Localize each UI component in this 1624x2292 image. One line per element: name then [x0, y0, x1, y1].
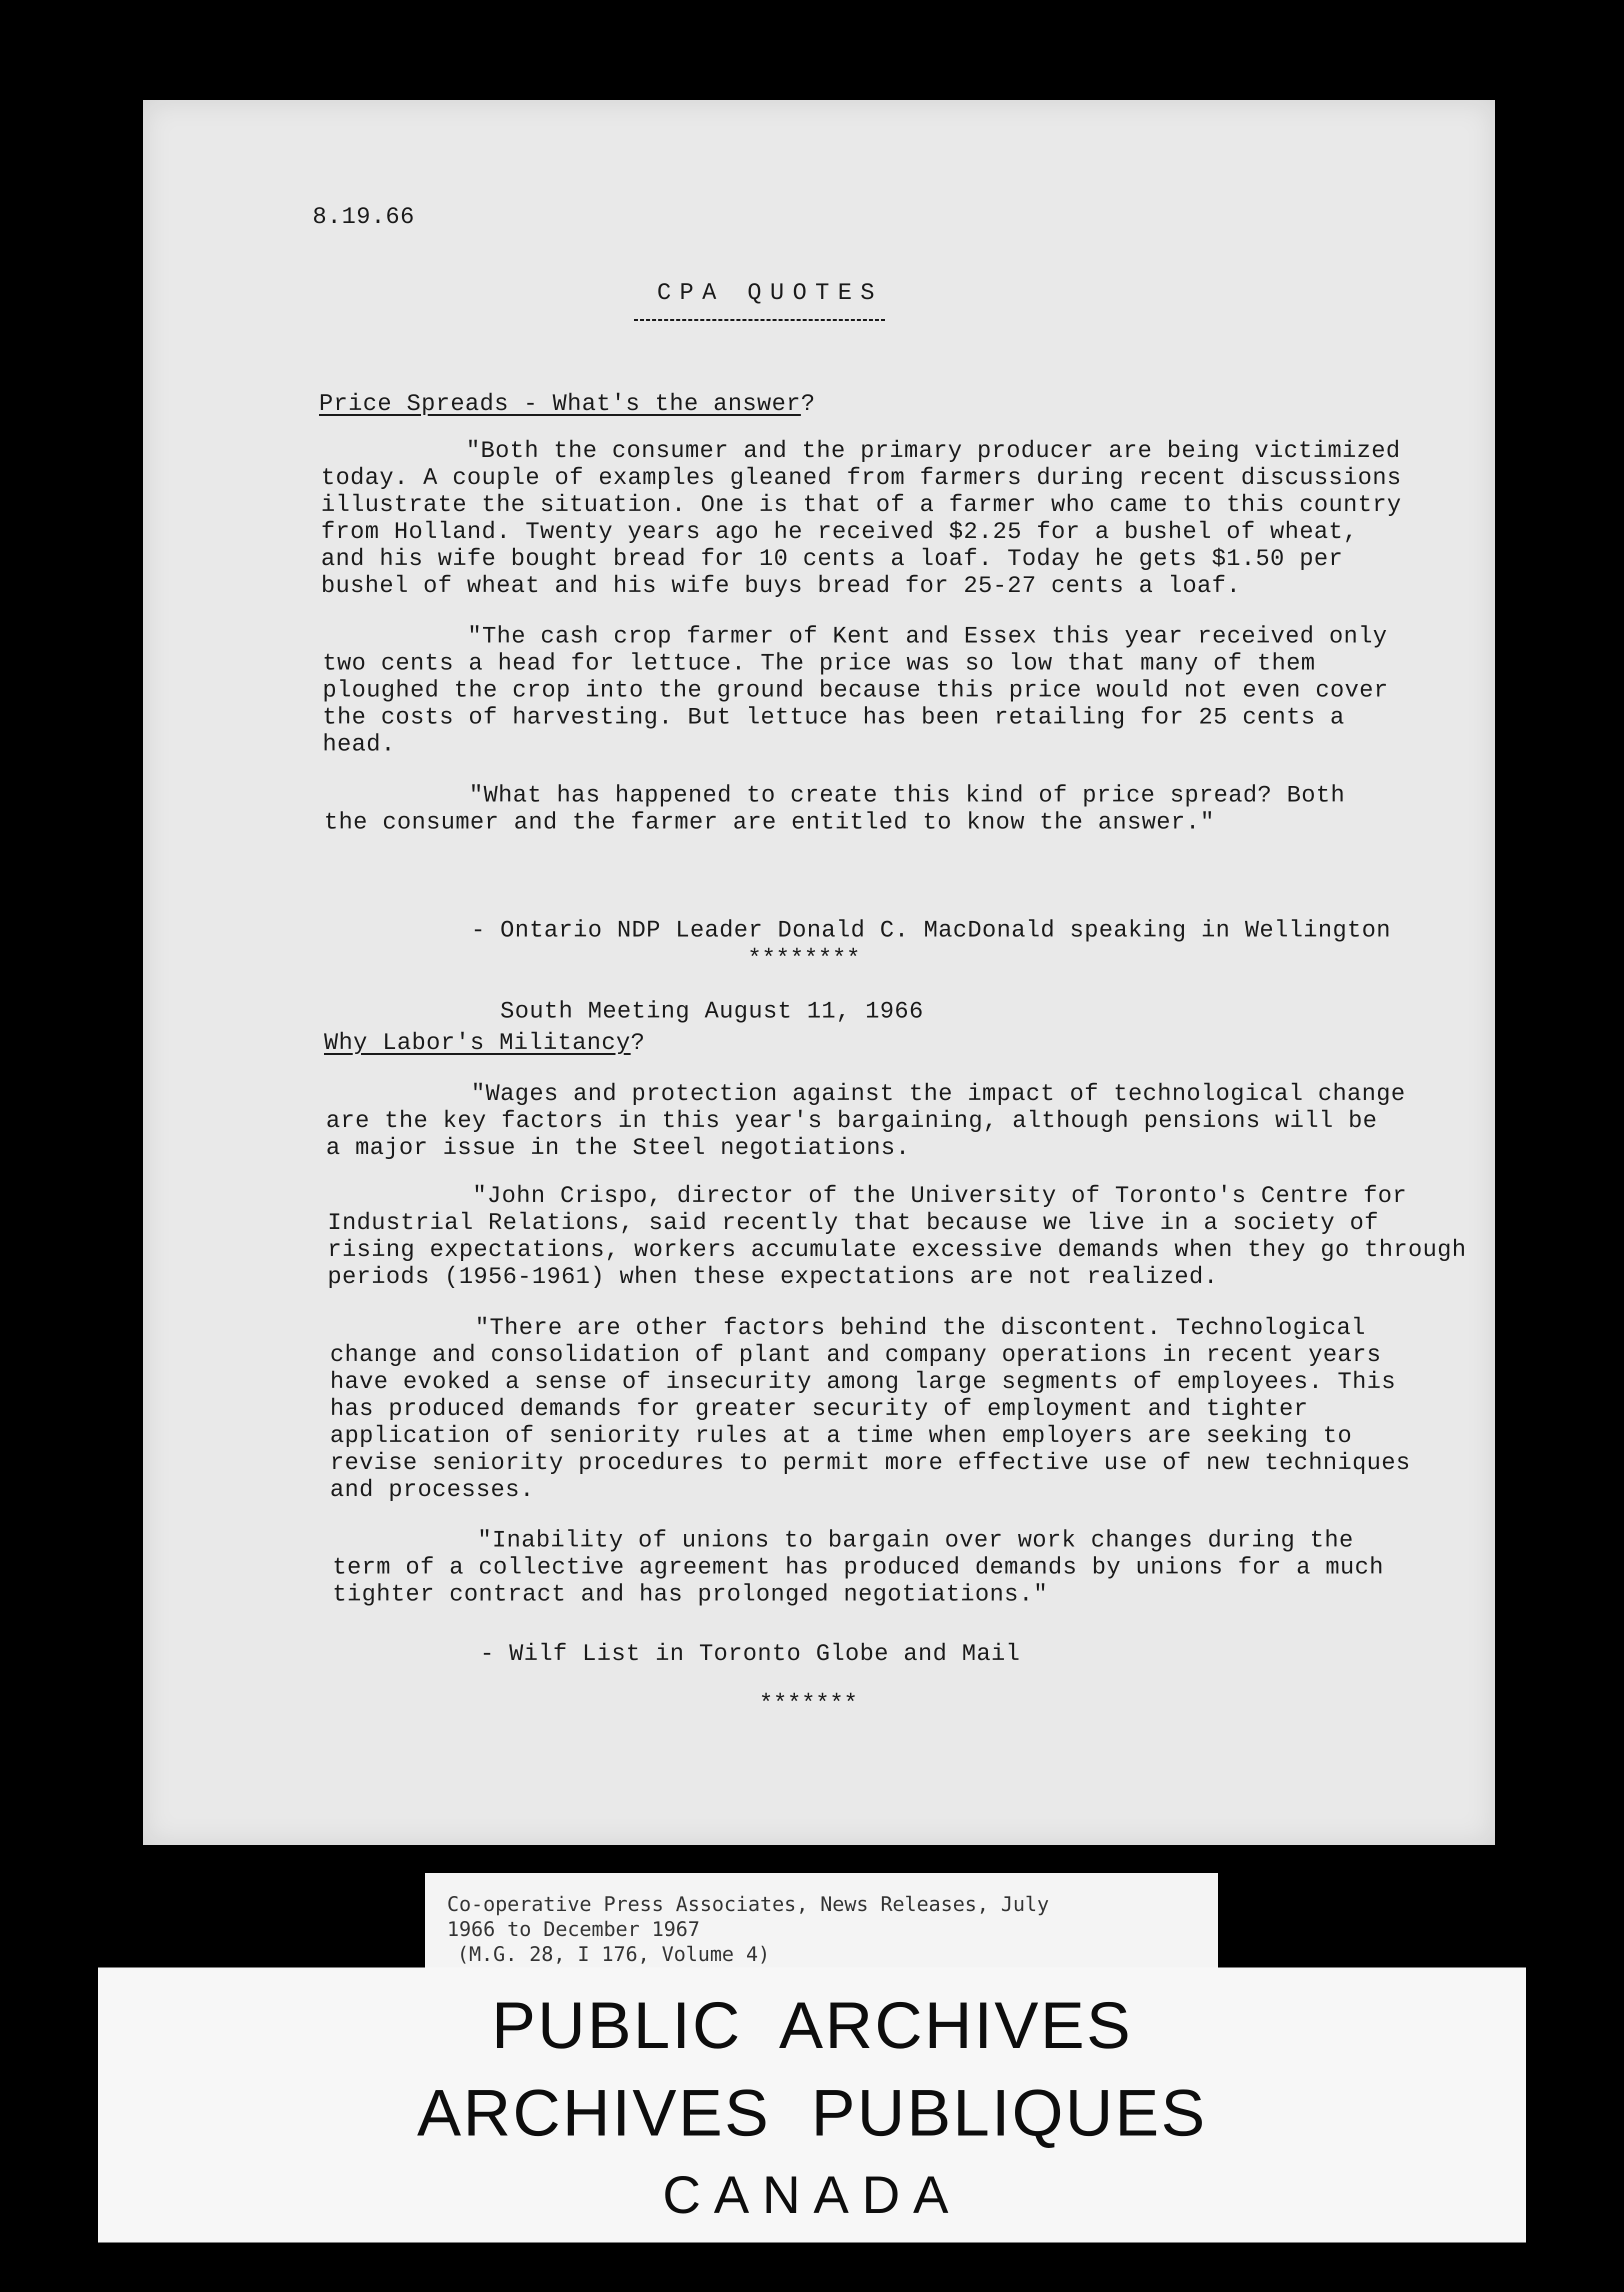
section-separator: ******* — [759, 1691, 858, 1718]
section-heading-text: Why Labor's Militancy — [324, 1030, 631, 1056]
section-separator: ******** — [748, 946, 860, 972]
archive-label — [425, 1873, 1218, 1970]
archive-label-line: 1966 to December 1967 — [447, 1918, 700, 1941]
banner-line-french: ARCHIVES PUBLIQUES — [417, 2076, 1207, 2150]
archive-label-line: (M.G. 28, I 176, Volume 4) — [457, 1943, 770, 1966]
attribution: - Wilf List in Toronto Globe and Mail — [480, 1641, 1020, 1668]
section-heading-text: Price Spreads - What's the answer — [319, 391, 801, 418]
quote-paragraph: "Inability of unions to bargain over work changes during the term of a collective agreement has produced demands by unions for a much tighter contract and has prolonged negotiations." — [332, 1528, 1384, 1608]
archive-label-line: Co-operative Press Associates, News Releases, July — [447, 1893, 1050, 1916]
quote-paragraph: "Both the consumer and the primary producer are being victimized today. A couple of examples gleaned from farmers during recent discussions illustrate the situation. One is that of a farmer who came to this country from Holland. Twenty years ago he received $2.25 for a bushel of wheat, and his wife bought bread for 10 cents a loaf. Today he gets $1.50 per bushel of wheat and his wife buys bread for 25-27 cents a loaf. — [321, 438, 1402, 600]
section-heading: Why Labor's Militancy? — [324, 1030, 646, 1056]
quote-paragraph: "Wages and protection against the impact of technological change are the key factors in this year's bargaining, although pensions will be a major issue in the Steel negotiations. — [326, 1081, 1406, 1162]
quote-paragraph: "The cash crop farmer of Kent and Essex this year received only two cents a head for lettuce. The price was so low that many of them ploughed the crop into the ground because this price would not even cover the costs of harvesting. But lettuce has been retailing for 25 cents a head. — [322, 624, 1388, 758]
quote-paragraph: "What has happened to create this kind of price spread? Both the consumer and the farmer are entitled to know the answer." — [324, 782, 1346, 836]
archives-banner — [98, 1968, 1526, 2242]
title-underline — [634, 319, 885, 321]
quote-paragraph: "There are other factors behind the discontent. Technological change and consolidation of plant and company operations in recent years have evoked a sense of insecurity among large segments of employees. This has produced demands for greater security of employment and tighter application of seniority rules at a time when employers are seeking to revise seniority procedures to permit more effective use of new techniques and processes. — [330, 1315, 1411, 1504]
memo-title: CPA QUOTES — [656, 280, 884, 306]
section-heading: Price Spreads - What's the answer? — [319, 391, 816, 418]
attribution: - Ontario NDP Leader Donald C. MacDonald speaking in Wellington South Meeting August 11, 1966 — [471, 918, 1391, 1025]
banner-line-country: CANADA — [662, 2166, 962, 2224]
quote-paragraph: "John Crispo, director of the University of Toronto's Centre for Industrial Relations, said recently that because we live in a society of rising expectations, workers accumulate excessive demands when they go through periods (1956-1961) when these expectations are not realized. — [328, 1183, 1466, 1290]
memo-date: 8.19.66 — [312, 204, 415, 230]
banner-line-english: PUBLIC ARCHIVES — [492, 1988, 1132, 2062]
